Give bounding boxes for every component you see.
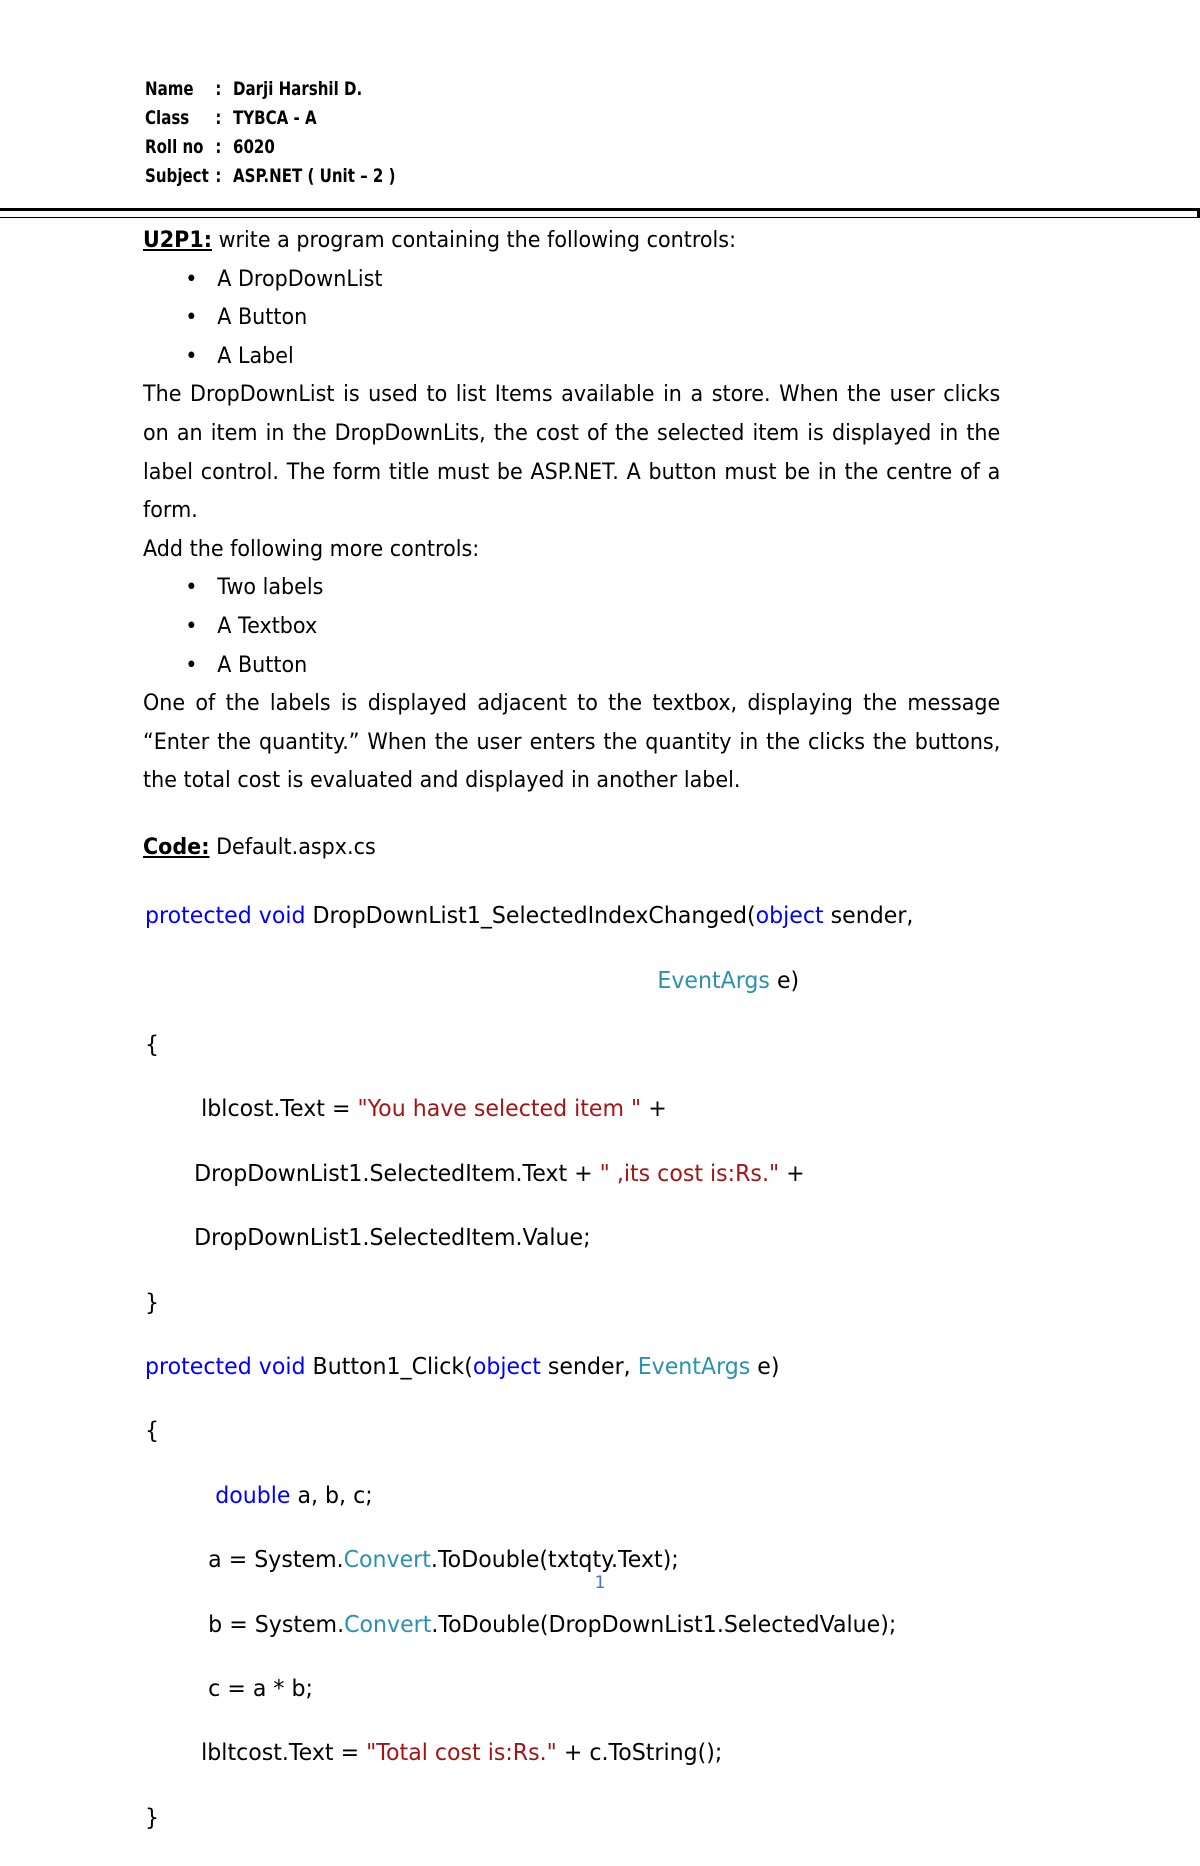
code-text: a = System. xyxy=(208,1547,344,1574)
page-number: 1 xyxy=(594,1573,606,1593)
code-line-6 xyxy=(145,1222,1028,1254)
roll-label: Roll no xyxy=(145,136,204,158)
code-text: .ToDouble(DropDownList1.SelectedValue); xyxy=(431,1611,897,1638)
method-name: Button1_Click( xyxy=(305,1354,473,1381)
keyword: protected xyxy=(145,1354,252,1381)
keyword: void xyxy=(258,903,306,930)
code-line-1 xyxy=(145,900,1028,932)
code-text: a, b, c; xyxy=(290,1482,373,1509)
code-line-13 xyxy=(145,1673,1028,1705)
subject-value: ASP.NET ( Unit – 2 ) xyxy=(233,165,396,187)
subject-row xyxy=(145,162,395,191)
code-text: DropDownList1.SelectedItem.Text + xyxy=(194,1160,600,1187)
code-line-11 xyxy=(145,1544,1028,1576)
roll-value: 6020 xyxy=(233,136,275,158)
code-text: lblcost.Text = xyxy=(201,1096,358,1123)
type-name: Convert xyxy=(343,1547,431,1574)
brace: } xyxy=(145,1804,160,1831)
paragraph-1: The DropDownList is used to list Items available in a store. When the user clicks on an item in the DropDownLits, the cost of the selected item is displayed in the label control. The form title must be ASP.NET. A button must be in the centre of a form. xyxy=(143,382,1001,524)
name-row xyxy=(145,75,395,104)
code-heading xyxy=(143,829,1000,868)
separator: : xyxy=(215,107,222,129)
code-text: lbltcost.Text = xyxy=(201,1740,367,1767)
list-item: • A Button xyxy=(185,647,1000,686)
subject-label: Subject xyxy=(145,165,209,187)
code-text: b = System. xyxy=(208,1611,345,1638)
code-line-15 xyxy=(145,1802,1028,1834)
separator: : xyxy=(215,136,222,158)
code-text: c = a * b; xyxy=(208,1676,313,1703)
code-line-8 xyxy=(145,1351,1028,1383)
string-literal: " ,its cost is:Rs." xyxy=(599,1160,780,1187)
code-text: + xyxy=(641,1096,667,1123)
code-line-9 xyxy=(145,1415,1028,1447)
separator: : xyxy=(215,165,222,187)
keyword: double xyxy=(215,1482,291,1509)
keyword: protected xyxy=(145,903,252,930)
code-text: .ToDouble(txtqty.Text); xyxy=(430,1547,679,1574)
string-literal: "Total cost is:Rs." xyxy=(366,1740,557,1767)
type-name: Convert xyxy=(344,1611,432,1638)
header-divider-end xyxy=(1195,208,1200,218)
question-intro-text: write a program containing the following controls: xyxy=(212,228,737,253)
code-line-12 xyxy=(145,1609,1028,1641)
code-line-10 xyxy=(145,1480,1028,1512)
spacer xyxy=(143,801,1000,829)
question-intro xyxy=(143,222,1000,261)
code-text: + xyxy=(779,1160,805,1187)
header-divider-thick xyxy=(0,208,1200,211)
brace: { xyxy=(145,1418,160,1445)
list-item: • A Textbox xyxy=(185,608,1000,647)
code-line-14 xyxy=(145,1737,1028,1769)
keyword: object xyxy=(755,903,824,930)
class-label: Class xyxy=(145,107,190,129)
controls-list-1 xyxy=(143,261,1000,377)
keyword: void xyxy=(258,1354,306,1381)
paragraph-2: One of the labels is displayed adjacent to the textbox, displaying the message “Enter the quantity.” When the user enters the quantity in the clicks the buttons, the total cost is evaluated and displayed in another label. xyxy=(143,691,1001,794)
question-id: U2P1: xyxy=(143,228,213,253)
code-filename: Default.aspx.cs xyxy=(209,834,376,860)
question-body xyxy=(143,222,1000,868)
brace: { xyxy=(145,1032,160,1059)
code-line-3 xyxy=(145,1029,1028,1061)
code-text: e) xyxy=(750,1354,780,1381)
class-row xyxy=(145,104,395,133)
separator: : xyxy=(215,78,222,100)
code-line-4 xyxy=(145,1093,1028,1125)
code-label: Code: xyxy=(143,834,210,860)
list-item: • A DropDownList xyxy=(185,261,1000,300)
method-name: DropDownList1_SelectedIndexChanged( xyxy=(312,903,756,930)
name-label: Name xyxy=(145,78,194,100)
code-text: sender, xyxy=(540,1354,638,1381)
add-controls-line: Add the following more controls: xyxy=(143,536,480,562)
student-info-header xyxy=(145,75,395,191)
code-line-5 xyxy=(145,1158,1028,1190)
list-item: • Two labels xyxy=(185,569,1000,608)
code-text: DropDownList1.SelectedItem.Value; xyxy=(194,1225,591,1252)
header-divider-thin xyxy=(0,217,1200,218)
keyword: object xyxy=(472,1354,541,1381)
code-text: sender, xyxy=(823,903,914,930)
controls-list-2 xyxy=(143,569,1000,685)
type-name: EventArgs xyxy=(657,967,770,994)
roll-row xyxy=(145,133,395,162)
code-block xyxy=(145,868,1028,1866)
type-name: EventArgs xyxy=(637,1354,751,1381)
code-line-7 xyxy=(145,1287,1028,1319)
list-item: • A Button xyxy=(185,299,1000,338)
class-value: TYBCA - A xyxy=(233,107,317,129)
string-literal: "You have selected item " xyxy=(357,1096,642,1123)
brace: } xyxy=(145,1289,160,1316)
name-value: Darji Harshil D. xyxy=(233,78,363,100)
list-item: • A Label xyxy=(185,338,1000,377)
code-text: + c.ToString(); xyxy=(556,1740,723,1767)
code-text: e) xyxy=(769,967,800,994)
code-line-2 xyxy=(145,965,1028,997)
